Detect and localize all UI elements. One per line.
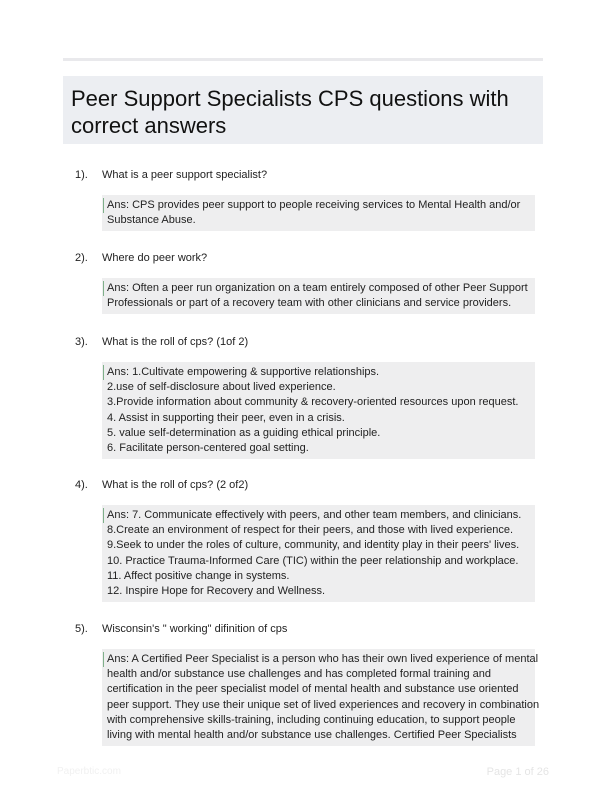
question-number: 1). (75, 169, 88, 181)
answer-box (102, 278, 535, 314)
question-text: What is the roll of cps? (1of 2) (102, 336, 249, 348)
answer-line: Ans: 1.Cultivate empowering & supportive relationships. (103, 365, 529, 380)
answer-line: Ans: CPS provides peer support to people receiving services to Mental Health and/or (103, 198, 529, 213)
answer-line: Ans: Often a peer run organization on a team entirely composed of other Peer Support (103, 281, 529, 296)
footer-watermark: Paperbtic.com (57, 766, 121, 777)
question-text: Wisconsin's " working" difinition of cps (102, 623, 288, 635)
answer-line: Substance Abuse. (107, 214, 196, 227)
question-block-5 (75, 622, 540, 746)
question-number: 2). (75, 252, 88, 264)
answer-line: 4. Assist in supporting their peer, even in a crisis. (107, 411, 345, 424)
answer-line: 11. Affect positive change in systems. (107, 569, 290, 582)
page-indicator: Page 1 of 26 (486, 766, 549, 778)
answer-line: 3.Provide information about community & recovery-oriented resources upon request. (107, 396, 519, 409)
question-block-2 (75, 251, 535, 314)
title-banner (63, 76, 543, 144)
top-divider (63, 58, 543, 61)
answer-line: 8.Create an environment of respect for their peers, and those with lived experience. (107, 524, 514, 537)
question-number: 3). (75, 336, 88, 348)
question-text: What is the roll of cps? (2 of2) (102, 479, 249, 491)
question-text: What is a peer support specialist? (102, 169, 268, 181)
answer-line: certification in the peer specialist model of mental health and substance use oriented (107, 683, 519, 696)
answer-line: peer support. They use their unique set of lived experiences and recovery in combination (107, 698, 540, 711)
answer-line: 6. Facilitate person-centered goal setting. (107, 442, 309, 455)
answer-line: 2.use of self-disclosure about lived experience. (107, 381, 336, 394)
answer-box (102, 649, 540, 746)
question-number: 4). (75, 479, 88, 491)
question-number: 5). (75, 623, 88, 635)
answer-box (102, 362, 535, 459)
question-text: Where do peer work? (102, 252, 208, 264)
question-block-4 (75, 478, 535, 602)
answer-line: Ans: A Certified Peer Specialist is a person who has their own lived experience of mental (103, 652, 529, 667)
answer-line: Ans: 7. Communicate effectively with peers, and other team members, and clinicians. (103, 508, 529, 523)
answer-line: living with mental health and/or substance use challenges. Certified Peer Specialists (107, 729, 517, 742)
answer-line: 10. Practice Trauma-Informed Care (TIC) within the peer relationship and workplace. (107, 554, 519, 567)
answer-line: 9.Seek to under the roles of culture, community, and identity play in their peers' lives. (107, 539, 520, 552)
page-title: Peer Support Specialists CPS questions with correct answers (71, 86, 509, 138)
answer-line: 5. value self-determination as a guiding ethical principle. (107, 426, 381, 439)
answer-line: with comprehensive skills-training, including continuing education, to support people (107, 713, 516, 726)
question-block-3 (75, 335, 535, 459)
answer-line: Professionals or part of a recovery team with other clinicians and service providers. (107, 297, 512, 310)
answer-box (102, 505, 535, 602)
answer-line: 12. Inspire Hope for Recovery and Wellness. (107, 585, 326, 598)
answer-box (102, 195, 535, 231)
answer-line: health and/or substance use challenges and has completed formal training and (107, 668, 492, 681)
question-block-1 (75, 168, 535, 231)
